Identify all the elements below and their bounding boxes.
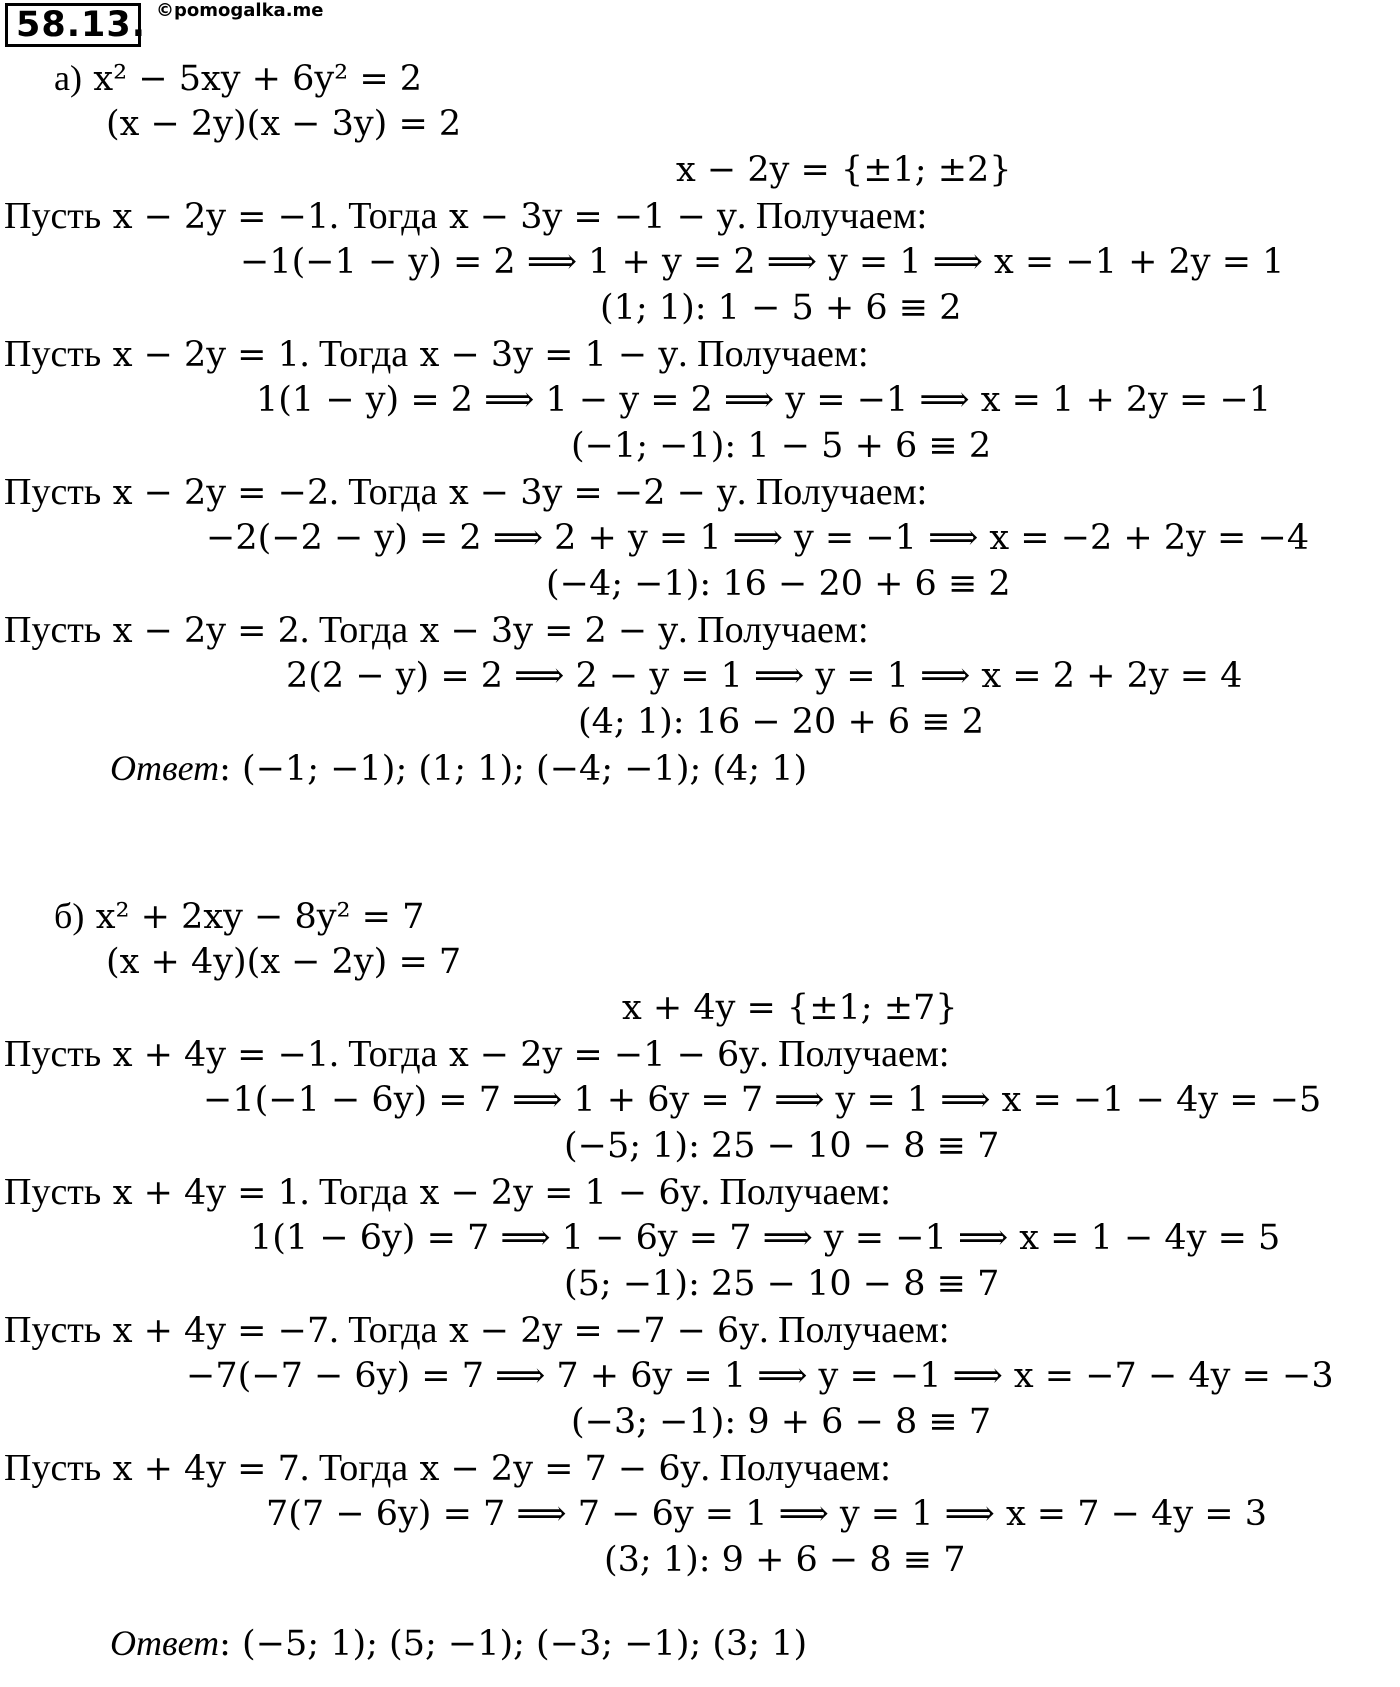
part-a-case-4-let xyxy=(4,607,869,654)
problem-number: 58.13. xyxy=(5,3,141,47)
let-expression: x − 2y = −1 xyxy=(112,197,330,237)
part-a-case-1-check: (1; 1): 1 − 5 + 6 ≡ 2 xyxy=(600,288,962,328)
part-a-case-3-derivation: −2(−2 − y) = 2 ⟹ 2 + y = 1 ⟹ y = −1 ⟹ x = −2 + 2y = −4 xyxy=(206,518,1310,558)
part-b-case-4-check: (3; 1): 9 + 6 − 8 ≡ 7 xyxy=(604,1540,966,1580)
part-a-case-3-let xyxy=(4,469,927,516)
let-word: Пусть xyxy=(4,333,102,375)
then-expression: x − 3y = −2 − y xyxy=(448,473,737,513)
answer-word: Ответ xyxy=(110,1623,220,1663)
part-b-case-2-let xyxy=(4,1169,891,1216)
part-b-equation: x² + 2xy − 8y² = 7 xyxy=(95,897,425,937)
part-a-equation: x² − 5xy + 6y² = 2 xyxy=(93,59,423,99)
then-word: . Тогда xyxy=(329,1309,438,1351)
let-expression: x − 2y = 1 xyxy=(112,335,300,375)
then-expression: x − 3y = 2 − y xyxy=(419,611,679,651)
part-a-equation-line xyxy=(54,55,422,102)
answer-word: Ответ xyxy=(110,748,220,788)
get-word: . Получаем: xyxy=(678,333,869,375)
part-b-case-1-check: (−5; 1): 25 − 10 − 8 ≡ 7 xyxy=(564,1126,1000,1166)
part-a-factored: (x − 2y)(x − 3y) = 2 xyxy=(106,104,462,144)
let-word: Пусть xyxy=(4,195,102,237)
answer-value: : (−1; −1); (1; 1); (−4; −1); (4; 1) xyxy=(219,749,808,789)
then-expression: x − 2y = −7 − 6y xyxy=(448,1311,760,1351)
get-word: . Получаем: xyxy=(700,1447,891,1489)
let-word: Пусть xyxy=(4,609,102,651)
part-b-case-4-let xyxy=(4,1445,891,1492)
let-expression: x + 4y = 1 xyxy=(112,1173,300,1213)
then-expression: x − 3y = 1 − y xyxy=(419,335,679,375)
then-word: . Тогда xyxy=(329,195,438,237)
part-b-label: б) xyxy=(54,896,85,936)
then-expression: x − 2y = 1 − 6y xyxy=(419,1173,701,1213)
let-expression: x − 2y = 2 xyxy=(112,611,300,651)
then-word: . Тогда xyxy=(329,1033,438,1075)
part-a-case-2-let xyxy=(4,331,869,378)
let-word: Пусть xyxy=(4,1447,102,1489)
part-b-factored: (x + 4y)(x − 2y) = 7 xyxy=(106,942,462,982)
part-a-case-1-derivation: −1(−1 − y) = 2 ⟹ 1 + y = 2 ⟹ y = 1 ⟹ x = −1 + 2y = 1 xyxy=(240,242,1285,282)
let-word: Пусть xyxy=(4,1309,102,1351)
part-a-case-4-derivation: 2(2 − y) = 2 ⟹ 2 − y = 1 ⟹ y = 1 ⟹ x = 2 + 2y = 4 xyxy=(286,656,1243,696)
then-expression: x − 2y = 7 − 6y xyxy=(419,1449,701,1489)
get-word: . Получаем: xyxy=(700,1171,891,1213)
part-b-case-3-derivation: −7(−7 − 6y) = 7 ⟹ 7 + 6y = 1 ⟹ y = −1 ⟹ x = −7 − 4y = −3 xyxy=(186,1356,1334,1396)
then-word: . Тогда xyxy=(299,333,409,375)
let-expression: x + 4y = −1 xyxy=(112,1035,330,1075)
part-b-case-2-check: (5; −1): 25 − 10 − 8 ≡ 7 xyxy=(564,1264,1000,1304)
part-a-divisors: x − 2y = {±1; ±2} xyxy=(676,150,1012,190)
part-a-case-1-let xyxy=(4,193,927,240)
part-a-case-2-check: (−1; −1): 1 − 5 + 6 ≡ 2 xyxy=(571,426,992,466)
let-expression: x + 4y = 7 xyxy=(112,1449,300,1489)
part-a-case-3-check: (−4; −1): 16 − 20 + 6 ≡ 2 xyxy=(546,564,1011,604)
get-word: . Получаем: xyxy=(759,1033,950,1075)
part-b-answer xyxy=(110,1620,807,1667)
watermark: ©pomogalka.me xyxy=(156,0,324,21)
part-a-case-2-derivation: 1(1 − y) = 2 ⟹ 1 − y = 2 ⟹ y = −1 ⟹ x = 1 + 2y = −1 xyxy=(256,380,1272,420)
let-word: Пусть xyxy=(4,471,102,513)
then-word: . Тогда xyxy=(299,609,409,651)
part-a-case-4-check: (4; 1): 16 − 20 + 6 ≡ 2 xyxy=(578,702,985,742)
then-word: . Тогда xyxy=(329,471,438,513)
part-b-case-2-derivation: 1(1 − 6y) = 7 ⟹ 1 − 6y = 7 ⟹ y = −1 ⟹ x = 1 − 4y = 5 xyxy=(250,1218,1281,1258)
then-expression: x − 2y = −1 − 6y xyxy=(448,1035,760,1075)
get-word: . Получаем: xyxy=(678,609,869,651)
get-word: . Получаем: xyxy=(759,1309,950,1351)
answer-value: : (−5; 1); (5; −1); (−3; −1); (3; 1) xyxy=(219,1624,808,1664)
part-b-case-3-check: (−3; −1): 9 + 6 − 8 ≡ 7 xyxy=(571,1402,992,1442)
part-a-label: а) xyxy=(54,58,82,98)
part-b-case-1-let xyxy=(4,1031,949,1078)
part-b-case-1-derivation: −1(−1 − 6y) = 7 ⟹ 1 + 6y = 7 ⟹ y = 1 ⟹ x = −1 − 4y = −5 xyxy=(203,1080,1322,1120)
then-expression: x − 3y = −1 − y xyxy=(448,197,737,237)
part-b-equation-line xyxy=(54,893,424,940)
let-word: Пусть xyxy=(4,1033,102,1075)
let-word: Пусть xyxy=(4,1171,102,1213)
then-word: . Тогда xyxy=(299,1171,409,1213)
get-word: . Получаем: xyxy=(736,471,928,513)
part-b-case-4-derivation: 7(7 − 6y) = 7 ⟹ 7 − 6y = 1 ⟹ y = 1 ⟹ x = 7 − 4y = 3 xyxy=(266,1494,1267,1534)
part-a-answer xyxy=(110,745,807,792)
part-b-divisors: x + 4y = {±1; ±7} xyxy=(622,988,958,1028)
part-b-case-3-let xyxy=(4,1307,949,1354)
let-expression: x − 2y = −2 xyxy=(112,473,330,513)
get-word: . Получаем: xyxy=(736,195,928,237)
let-expression: x + 4y = −7 xyxy=(112,1311,330,1351)
then-word: . Тогда xyxy=(299,1447,409,1489)
